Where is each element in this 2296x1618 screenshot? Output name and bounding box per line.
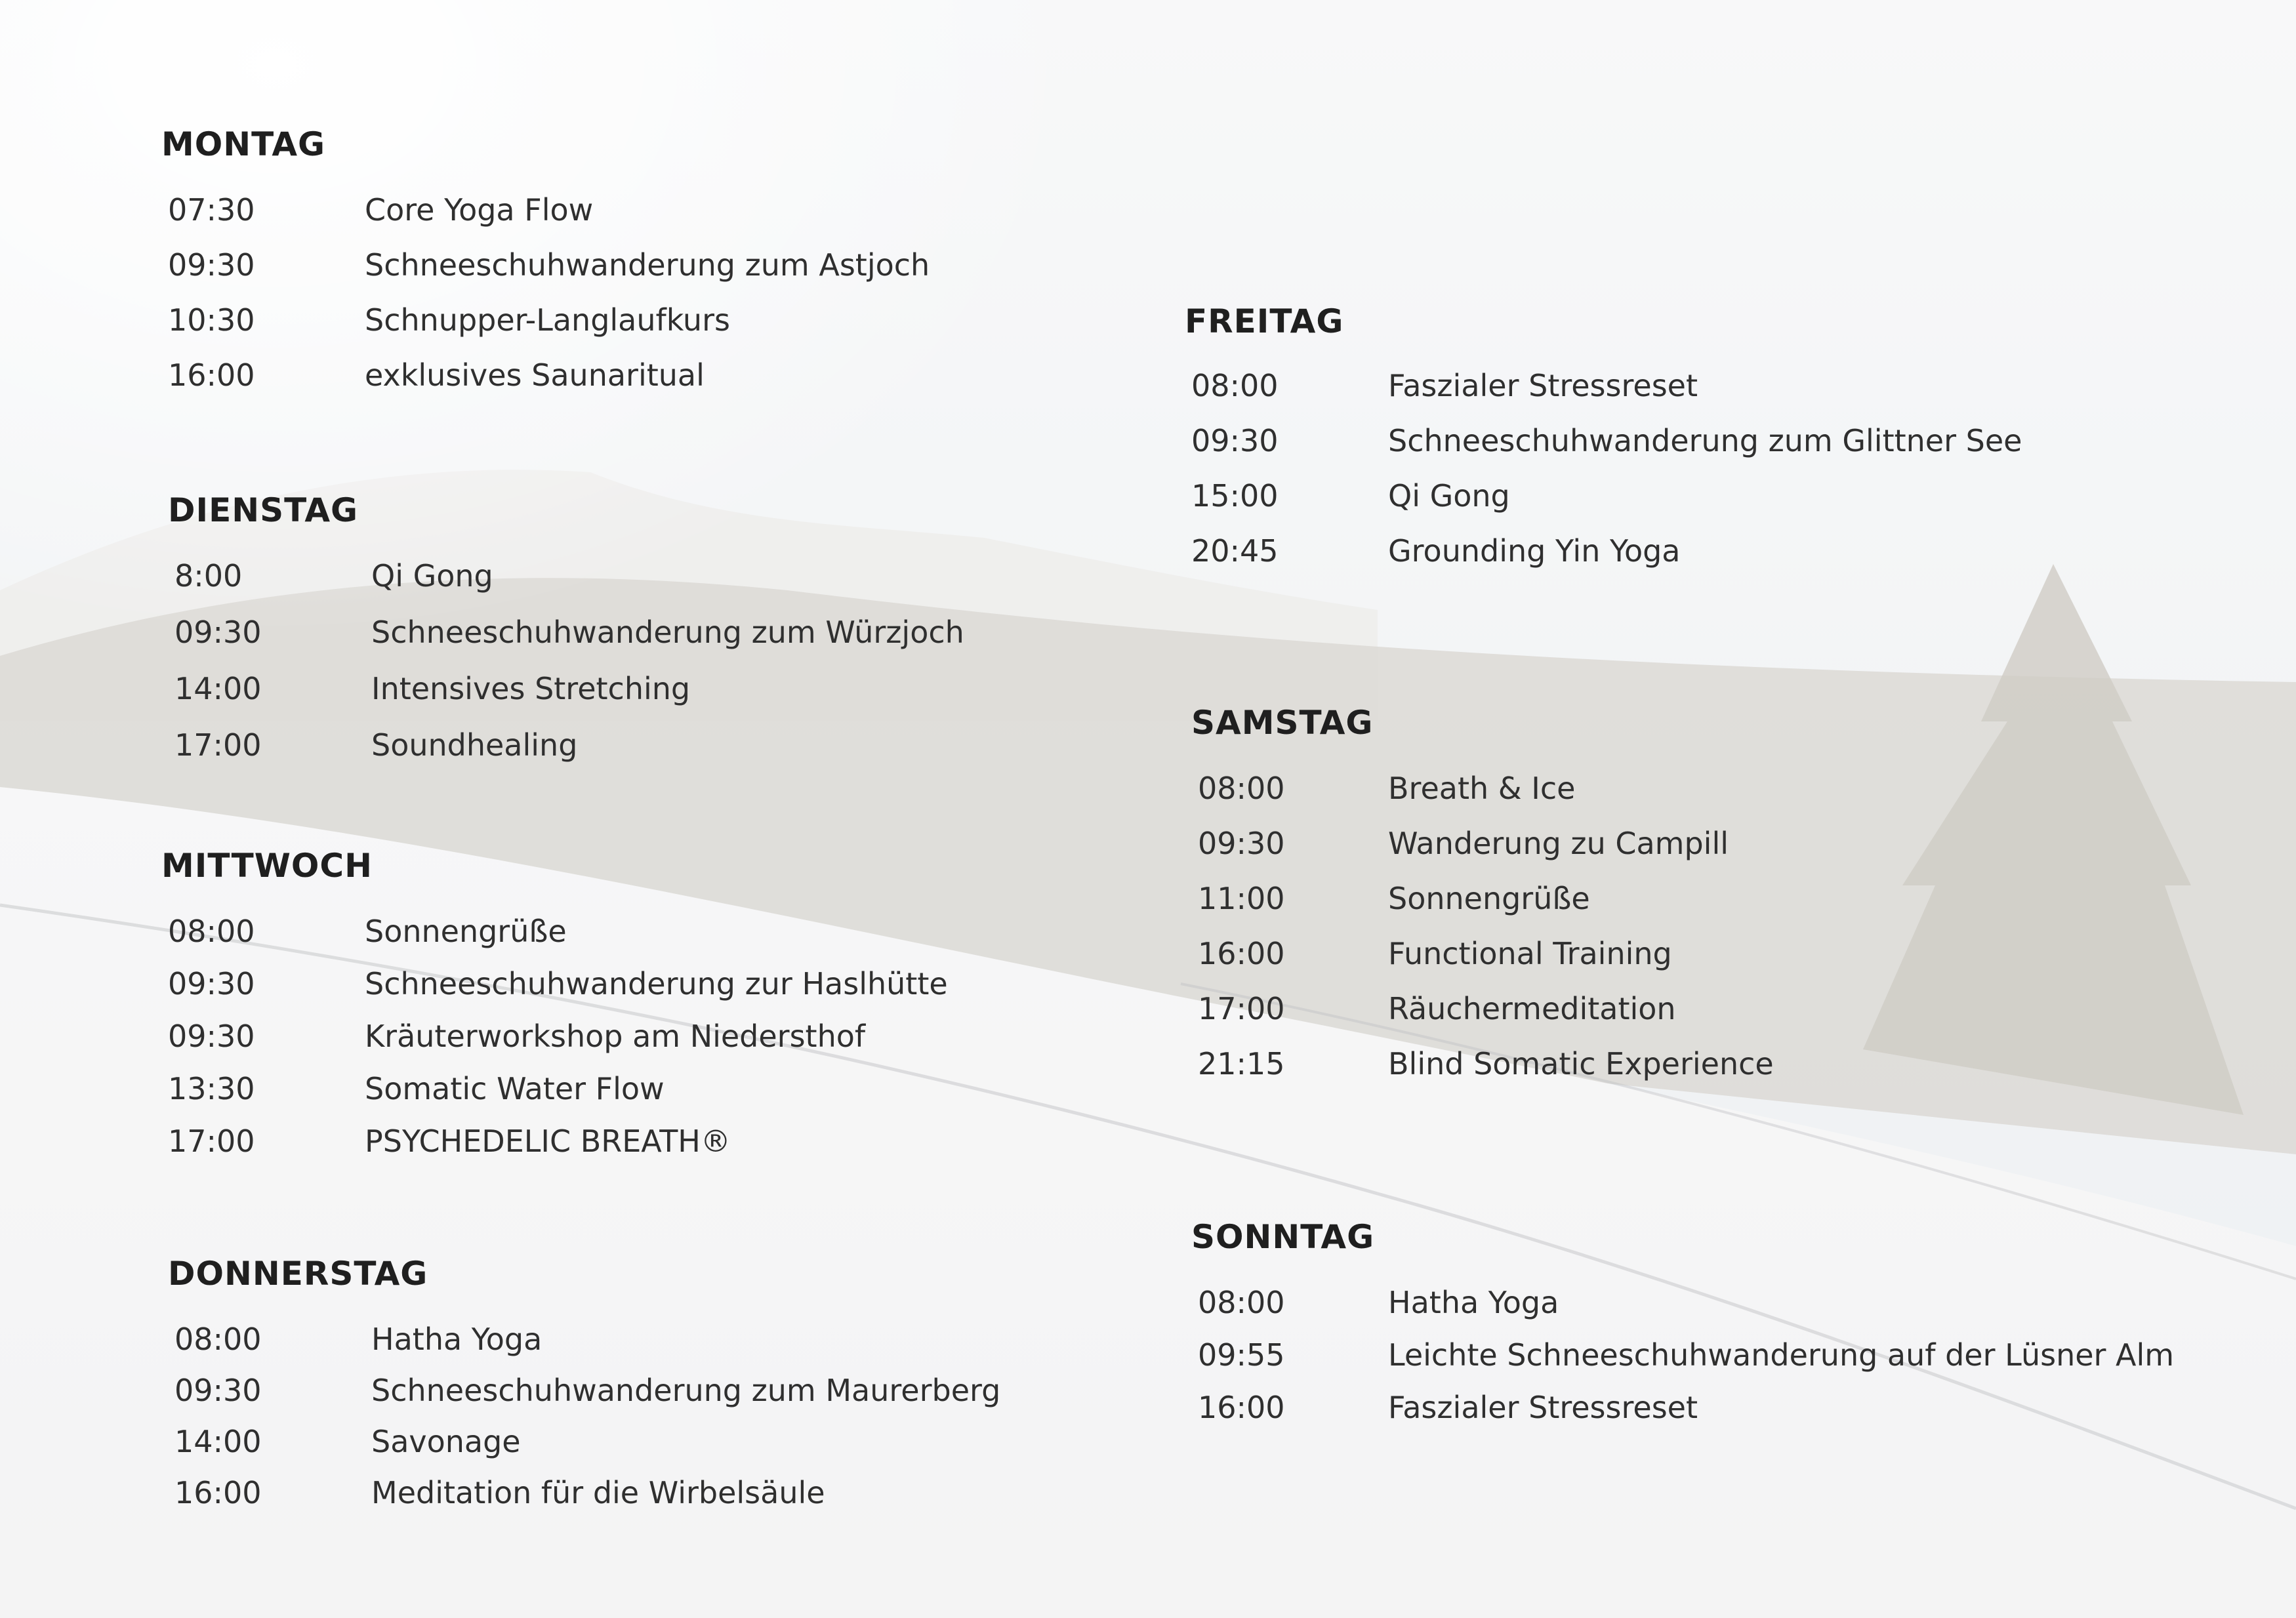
schedule-row bbox=[1191, 981, 1676, 1036]
time: 08:00 bbox=[168, 914, 255, 949]
schedule-row bbox=[1191, 926, 1672, 981]
schedule-row bbox=[161, 182, 594, 237]
day-title: DONNERSTAG bbox=[168, 1255, 428, 1293]
day-montag bbox=[161, 125, 930, 403]
schedule-row bbox=[161, 1114, 731, 1166]
time: 09:30 bbox=[1198, 826, 1285, 861]
activity: Qi Gong bbox=[1388, 478, 1510, 514]
time: 08:00 bbox=[1191, 368, 1279, 403]
schedule-row bbox=[161, 956, 948, 1009]
time: 08:00 bbox=[174, 1322, 262, 1357]
time: 20:45 bbox=[1191, 533, 1279, 569]
time: 16:00 bbox=[1198, 936, 1285, 971]
schedule-row bbox=[1185, 523, 1681, 578]
schedule-row bbox=[1185, 468, 1510, 523]
time: 09:30 bbox=[174, 615, 262, 650]
activity: Wanderung zu Campill bbox=[1388, 826, 1729, 861]
activity: Blind Somatic Experience bbox=[1388, 1046, 1774, 1082]
schedule-row bbox=[1191, 1275, 1559, 1327]
activity: exklusives Saunaritual bbox=[365, 357, 705, 393]
activity: Schneeschuhwanderung zum Glittner See bbox=[1388, 423, 2022, 458]
day-dienstag bbox=[168, 491, 964, 774]
activity: Faszialer Stressreset bbox=[1388, 368, 1698, 403]
activity: Core Yoga Flow bbox=[365, 192, 594, 228]
activity: Breath & Ice bbox=[1388, 771, 1576, 806]
time: 09:30 bbox=[174, 1373, 262, 1408]
activity: Faszialer Stressreset bbox=[1388, 1390, 1698, 1425]
day-title: MONTAG bbox=[161, 125, 326, 163]
activity: Intensives Stretching bbox=[371, 671, 691, 706]
day-donnerstag bbox=[168, 1254, 1001, 1516]
time: 14:00 bbox=[174, 1424, 262, 1459]
activity: Sonnengrüße bbox=[365, 914, 567, 949]
activity: Schneeschuhwanderung zum Astjoch bbox=[365, 247, 930, 283]
day-title: FREITAG bbox=[1185, 302, 1344, 340]
time: 08:00 bbox=[1198, 1285, 1285, 1320]
activity: Kräuterworkshop am Niedersthof bbox=[365, 1019, 866, 1054]
schedule-row bbox=[161, 904, 567, 956]
schedule-row bbox=[161, 237, 930, 293]
schedule-row bbox=[1191, 1380, 1698, 1432]
day-title: MITTWOCH bbox=[161, 847, 373, 885]
activity: Hatha Yoga bbox=[1388, 1285, 1559, 1320]
time: 09:30 bbox=[1191, 423, 1279, 458]
schedule-row bbox=[161, 1009, 866, 1061]
time: 16:00 bbox=[1198, 1390, 1285, 1425]
activity: Sonnengrüße bbox=[1388, 881, 1590, 916]
time: 09:55 bbox=[1198, 1337, 1285, 1373]
time: 14:00 bbox=[174, 671, 262, 706]
activity: Functional Training bbox=[1388, 936, 1672, 971]
activity: Schneeschuhwanderung zum Maurerberg bbox=[371, 1373, 1001, 1408]
activity: Hatha Yoga bbox=[371, 1322, 543, 1357]
schedule-row bbox=[168, 1312, 543, 1363]
time: 08:00 bbox=[1198, 771, 1285, 806]
time: 09:30 bbox=[168, 247, 255, 283]
time: 16:00 bbox=[168, 357, 255, 393]
schedule-row bbox=[1185, 358, 1698, 413]
schedule-row bbox=[161, 348, 705, 403]
time: 09:30 bbox=[168, 1019, 255, 1054]
time: 17:00 bbox=[1198, 991, 1285, 1026]
activity: Grounding Yin Yoga bbox=[1388, 533, 1681, 569]
activity: Meditation für die Wirbelsäule bbox=[371, 1475, 825, 1510]
day-title: SONNTAG bbox=[1191, 1218, 1375, 1256]
activity: Räuchermeditation bbox=[1388, 991, 1676, 1026]
schedule-row bbox=[168, 718, 578, 774]
activity: Qi Gong bbox=[371, 558, 493, 594]
schedule-row bbox=[1191, 871, 1590, 926]
schedule-row bbox=[168, 661, 691, 718]
time: 15:00 bbox=[1191, 478, 1279, 514]
schedule-row bbox=[1191, 1327, 2175, 1380]
time: 17:00 bbox=[168, 1123, 255, 1159]
time: 17:00 bbox=[174, 727, 262, 763]
activity: PSYCHEDELIC BREATH® bbox=[365, 1123, 731, 1159]
activity: Leichte Schneeschuhwanderung auf der Lüsner Alm bbox=[1388, 1337, 2175, 1373]
day-freitag bbox=[1185, 302, 2022, 578]
schedule-row bbox=[161, 1061, 665, 1114]
time: 21:15 bbox=[1198, 1046, 1285, 1082]
activity: Savonage bbox=[371, 1424, 521, 1459]
day-samstag bbox=[1191, 703, 1774, 1091]
time: 16:00 bbox=[174, 1475, 262, 1510]
activity: Schnupper-Langlaufkurs bbox=[365, 302, 730, 338]
activity: Somatic Water Flow bbox=[365, 1071, 665, 1106]
schedule-row bbox=[168, 1414, 521, 1465]
activity: Soundhealing bbox=[371, 727, 578, 763]
schedule-row bbox=[168, 548, 493, 605]
day-sonntag bbox=[1191, 1217, 2175, 1432]
time: 11:00 bbox=[1198, 881, 1285, 916]
time: 07:30 bbox=[168, 192, 255, 228]
day-title: DIENSTAG bbox=[168, 491, 359, 529]
activity: Schneeschuhwanderung zum Würzjoch bbox=[371, 615, 964, 650]
day-mittwoch bbox=[161, 846, 948, 1166]
schedule-row bbox=[168, 1363, 1001, 1414]
activity: Schneeschuhwanderung zur Haslhütte bbox=[365, 966, 948, 1001]
day-title: SAMSTAG bbox=[1191, 704, 1374, 742]
schedule-row bbox=[168, 1465, 825, 1516]
schedule-row bbox=[1185, 413, 2022, 468]
time: 10:30 bbox=[168, 302, 255, 338]
schedule-row bbox=[168, 605, 964, 661]
schedule-row bbox=[1191, 1036, 1774, 1091]
schedule-row bbox=[1191, 816, 1729, 871]
schedule-row bbox=[161, 293, 730, 348]
schedule-row bbox=[1191, 761, 1576, 816]
time: 8:00 bbox=[174, 558, 243, 594]
time: 09:30 bbox=[168, 966, 255, 1001]
time: 13:30 bbox=[168, 1071, 255, 1106]
